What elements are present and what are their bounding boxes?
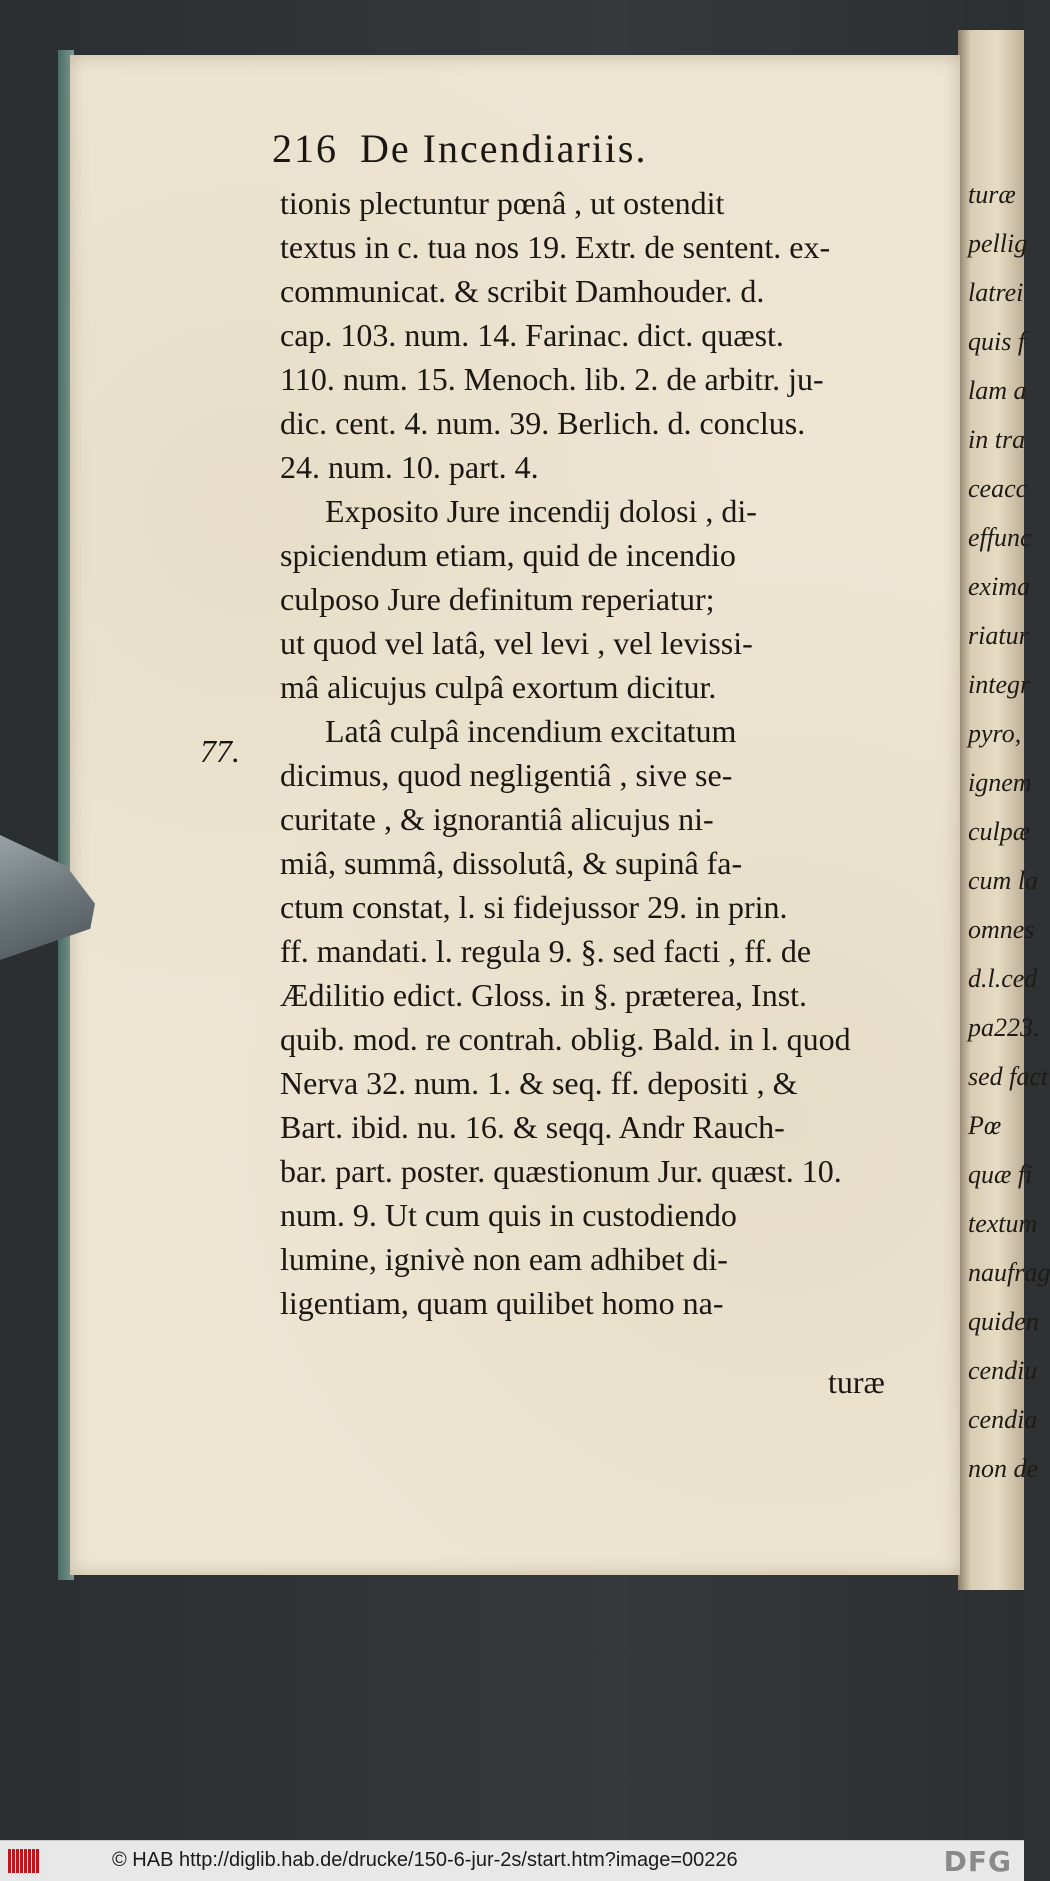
running-title: De Incendiariis. — [360, 126, 648, 171]
facing-page-text: pa223. — [968, 1013, 1040, 1042]
facing-page-text: cendia — [968, 1405, 1038, 1434]
facing-page-text: non de — [968, 1454, 1039, 1483]
text-line: curitate , & ignorantiâ alicujus ni- — [280, 801, 714, 837]
hab-logo-icon — [8, 1849, 48, 1873]
text-line: Latâ culpâ incendium excitatum — [325, 713, 737, 749]
text-line: ligentiam, quam quilibet homo na- — [280, 1285, 724, 1321]
text-line: tionis plectuntur pœnâ , ut ostendit — [280, 185, 725, 221]
facing-page-edge — [958, 30, 1050, 1590]
text-line: ut quod vel latâ, vel levi , vel levissi- — [280, 625, 753, 661]
catchword: turæ — [828, 1364, 885, 1400]
text-line: Exposito Jure incendij dolosi , di- — [325, 493, 757, 529]
facing-page-text: exima — [968, 572, 1031, 601]
text-line: ctum constat, l. si fidejussor 29. in prin. — [280, 889, 788, 925]
text-line: ff. mandati. l. regula 9. §. sed facti , ff. de — [280, 933, 812, 969]
text-line: 110. num. 15. Menoch. lib. 2. de arbitr. ju- — [280, 361, 824, 397]
text-line: dic. cent. 4. num. 39. Berlich. d. conclus. — [280, 405, 806, 441]
facing-page-text: quiden — [968, 1307, 1039, 1336]
facing-page-text: effunc — [968, 523, 1032, 552]
facing-page-text: pellig — [968, 229, 1028, 258]
text-line: textus in c. tua nos 19. Extr. de sentent. ex- — [280, 229, 831, 265]
text-line: miâ, summâ, dissolutâ, & supinâ fa- — [280, 845, 743, 881]
facing-page-text: lam a — [968, 376, 1027, 405]
facing-page-text: riatur — [968, 621, 1029, 650]
facing-page-text: ignem — [968, 768, 1032, 797]
facing-page-text: naufrag — [968, 1258, 1050, 1287]
facing-page-text: sed fact — [968, 1062, 1049, 1091]
text-line: 24. num. 10. part. 4. — [280, 449, 539, 485]
text-line: num. 9. Ut cum quis in custodiendo — [280, 1197, 737, 1233]
text-line: cap. 103. num. 14. Farinac. dict. quæst. — [280, 317, 784, 353]
text-line: Ædilitio edict. Gloss. in §. præterea, Inst. — [280, 977, 808, 1013]
text-line: mâ alicujus culpâ exortum dicitur. — [280, 669, 717, 705]
text-line: quib. mod. re contrah. oblig. Bald. in l. quod — [280, 1021, 851, 1057]
facing-page-text: quæ fi — [968, 1160, 1033, 1189]
facing-page-text: cum la — [968, 866, 1039, 895]
facing-page-text: in tra — [968, 425, 1026, 454]
text-line: dicimus, quod negligentiâ , sive se- — [280, 757, 733, 793]
text-line: culposo Jure definitum reperiatur; — [280, 581, 715, 617]
dfg-logo: DFG — [943, 1845, 1012, 1878]
text-line: Nerva 32. num. 1. & seq. ff. depositi , & — [280, 1065, 798, 1101]
text-line: bar. part. poster. quæstionum Jur. quæst. 10. — [280, 1153, 842, 1189]
page-number: 216 — [272, 126, 338, 171]
facing-page-text: pyro, — [968, 719, 1022, 748]
facing-page-text: culpæ — [968, 817, 1031, 846]
text-line: communicat. & scribit Damhouder. d. — [280, 273, 765, 309]
facing-page-text: integr — [968, 670, 1031, 699]
facing-page-text: omnes — [968, 915, 1035, 944]
facing-page-text: Pœ — [968, 1111, 1002, 1140]
facing-page-text: cendiu — [968, 1356, 1038, 1385]
facing-page-text: latrei — [968, 278, 1024, 307]
facing-page-text: textum — [968, 1209, 1038, 1238]
facing-page-text: ceacc — [968, 474, 1028, 503]
footer-bar — [0, 1840, 1024, 1881]
facing-page-text: quis f — [968, 327, 1026, 356]
text-line: spiciendum etiam, quid de incendio — [280, 537, 736, 573]
running-head — [272, 125, 647, 172]
facing-page-text: d.l.ced — [968, 964, 1038, 993]
footer-copyright-link[interactable]: © HAB http://diglib.hab.de/drucke/150-6-jur-2s/start.htm?image=00226 — [112, 1849, 738, 1871]
facing-page-text: turæ — [968, 180, 1016, 209]
text-line: lumine, ignivè non eam adhibet di- — [280, 1241, 728, 1277]
margin-number: 77. — [200, 733, 240, 769]
text-line: Bart. ibid. nu. 16. & seqq. Andr Rauch- — [280, 1109, 785, 1145]
